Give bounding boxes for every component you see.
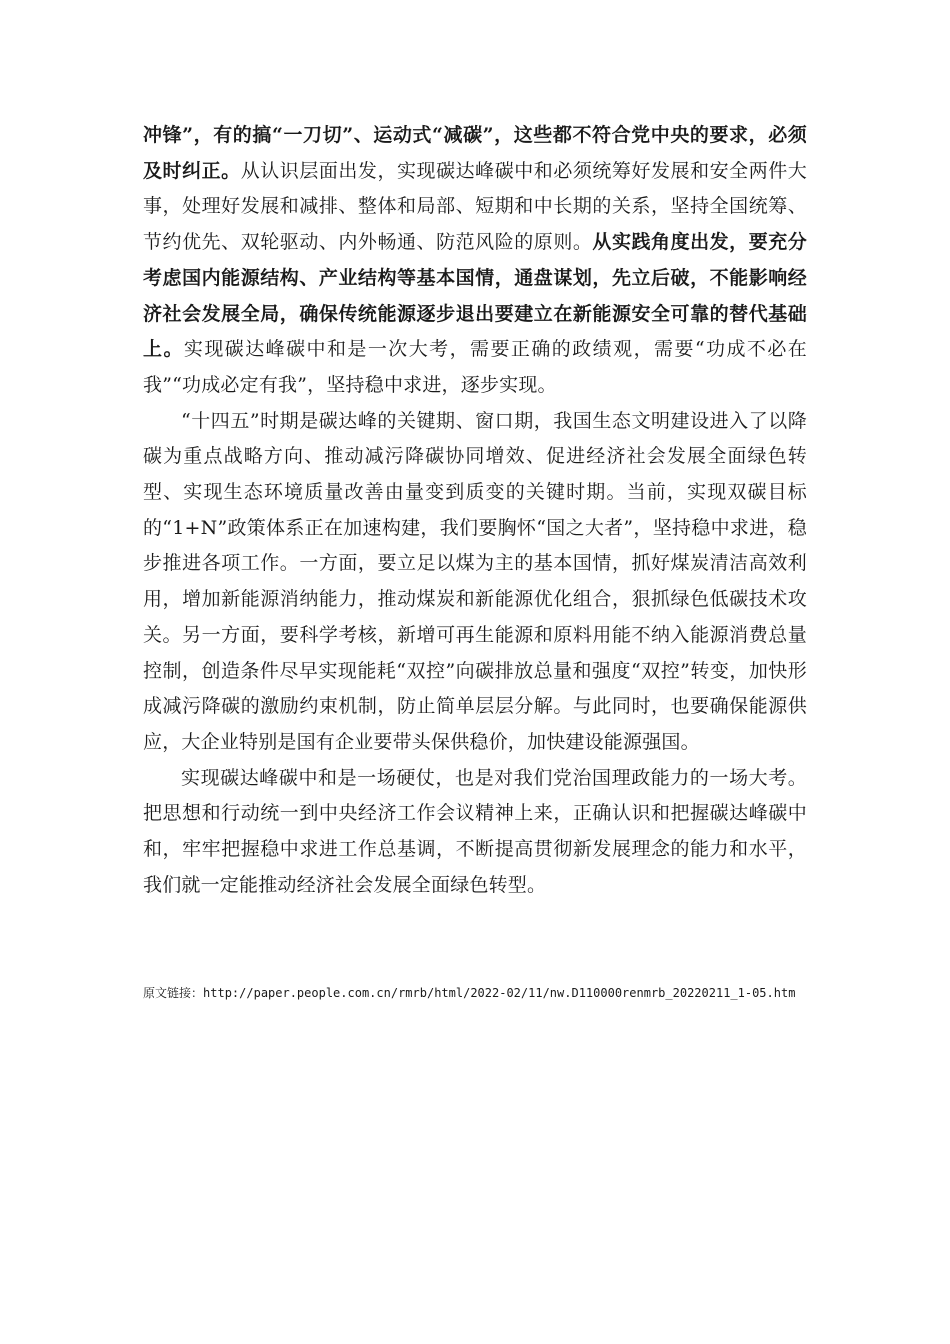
source-link-url[interactable]: http://paper.people.com.cn/rmrb/html/2022-02/11/nw.D110000renmrb_20220211_1-05.htm — [203, 986, 796, 1000]
paragraph-2-text: “十四五”时期是碳达峰的关键期、窗口期，我国生态文明建设进入了以降碳为重点战略方向、推动减污降碳协同增效、促进经济社会发展全面绿色转型、实现生态环境质量改善由量变到质变的关键时期。当前，实现双碳目标的“1+N”政策体系正在加速构建，我们要胸怀“国之大者”，坚持稳中求进，稳步推进各项工作。一方面，要立足以煤为主的基本国情，抓好煤炭清洁高效利用，增加新能源消纳能力，推动煤炭和新能源优化组合，狠抓绿色低碳技术攻关。另一方面，要科学考核，新增可再生能源和原料用能不纳入能源消费总量控制，创造条件尽早实现能耗“双控”向碳排放总量和强度“双控”转变，加快形成减污降碳的激励约束机制，防止简单层层分解。与此同时，也要确保能源供应，大企业特别是国有企业要带头保供稳价，加快建设能源强国。 — [143, 409, 807, 753]
paragraph-1-bold-sentence-3: 从实践角度出发，要充分考虑国内能源结构、产业结构等基本国情，通盘谋划，先立后破，不能影响经济社会发展全局，确保传统能源逐步退出要建立在新能源安全可靠的替代基础上。 — [143, 231, 807, 361]
paragraph-1-bold-sentence-1: 冲锋”，有的搞“一刀切”、运动式“减碳”，这些都不符合党中央的要求，必须及时纠正。 — [143, 124, 807, 182]
paragraph-3 — [143, 761, 807, 904]
paragraph-3-text: 实现碳达峰碳中和是一场硬仗，也是对我们党治国理政能力的一场大考。把思想和行动统一到中央经济工作会议精神上来，正确认识和把握碳达峰碳中和，牢牢把握稳中求进工作总基调，不断提高贯彻新发展理念的能力和水平，我们就一定能推动经济社会发展全面绿色转型。 — [143, 766, 807, 896]
paragraph-2 — [143, 404, 807, 761]
paragraph-1 — [143, 118, 807, 404]
source-link-line — [143, 985, 823, 1001]
paragraph-1-sentence-2: 从认识层面出发，实现碳达峰碳中和必须统筹好发展和安全两件大事，处理好发展和减排、整体和局部、短期和中长期的关系，坚持全国统筹、节约优先、双轮驱动、内外畅通、防范风险的原则。 — [143, 159, 807, 254]
source-link-label: 原文链接： — [143, 986, 204, 1000]
paragraph-1-sentence-4: 实现碳达峰碳中和是一次大考，需要正确的政绩观，需要“功成不必在我”“功成必定有我”，坚持稳中求进，逐步实现。 — [143, 338, 807, 396]
article-body — [143, 118, 807, 903]
